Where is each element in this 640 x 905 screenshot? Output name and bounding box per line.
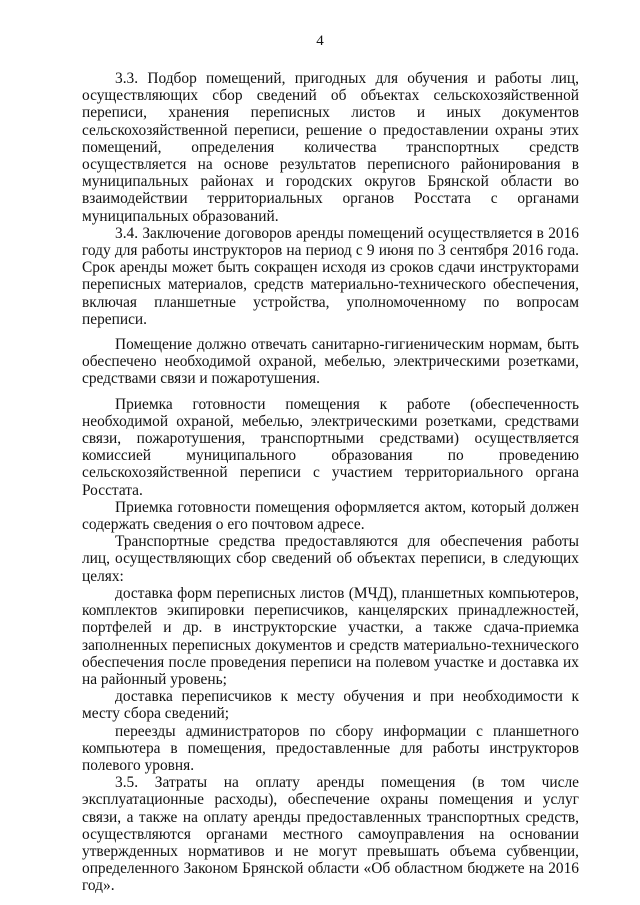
list-item-delivery-forms: доставка форм переписных листов (МЧД), планшетных компьютеров, комплектов экипировки переписчиков, канцелярских принадлежностей, портфелей и др. в инструкторские участки, а также сдача-приемка заполненных переписных документов и средств материально-технического обеспечения после проведения переписи на полевом участке и доставка их на районный уровень; [82, 584, 579, 688]
paragraph-transport-purposes: Транспортные средства предоставляются для обеспечения работы лиц, осуществляющих сбор сведений об объектах переписи, в следующих целях: [82, 533, 579, 585]
list-item-delivery-enumerators: доставка переписчиков к месту обучения и при необходимости к месту сбора сведений; [82, 688, 579, 723]
page-number: 4 [316, 33, 324, 49]
paragraph-readiness-acceptance: Приемка готовности помещения к работе (обеспеченность необходимой охраной, мебелью, электрическими розетками, средствами связи, пожаротушения, транспортными средствами) осуществляется комиссией муниципального образования по проведению сельскохозяйственной переписи с участием территориального органа Росстата. [82, 395, 579, 499]
list-item-administrator-trips: переезды администраторов по сбору информации с планшетного компьютера в помещения, предоставленные для работы инструкторов полевого уровня. [82, 722, 579, 774]
paragraph-3-5: 3.5. Затраты на оплату аренды помещения (в том числе эксплуатационные расходы), обеспечение охраны помещения и услуг связи, а также на оплату аренды предоставленных транспортных средств, осуществляются органами местного самоуправления на основании утвержденных нормативов и не могут превышать объема субвенции, определенного Законом Брянской области «Об областном бюджете на 2016 год». [82, 774, 579, 895]
paragraph-3-3: 3.3. Подбор помещений, пригодных для обучения и работы лиц, осуществляющих сбор сведений об объектах сельскохозяйственной переписи, хранения переписных листов и иных документов сельскохозяйственной переписи, решение о предоставлении охраны этих помещений, определения количества транспортных средств осуществляется на основе результатов переписного районирования в муниципальных районах и городских округов Брянской области во взаимодействии территориальных органов Росстата с органами муниципальных образований. [82, 70, 579, 225]
document-body [82, 70, 579, 895]
paragraph-3-4: 3.4. Заключение договоров аренды помещений осуществляется в 2016 году для работы инструкторов на период с 9 июня по 3 сентября 2016 года. Срок аренды может быть сокращен исходя из сроков сдачи инструкторами переписных материалов, средств материально-технического обеспечения, включая планшетные устройства, уполномоченному по вопросам переписи. [82, 224, 579, 328]
paragraph-premises-requirements: Помещение должно отвечать санитарно-гигиеническим нормам, быть обеспечено необходимой охраной, мебелью, электрическими розетками, средствами связи и пожаротушения. [82, 336, 579, 388]
paragraph-acceptance-act: Приемка готовности помещения оформляется актом, который должен содержать сведения о его почтовом адресе. [82, 498, 579, 534]
